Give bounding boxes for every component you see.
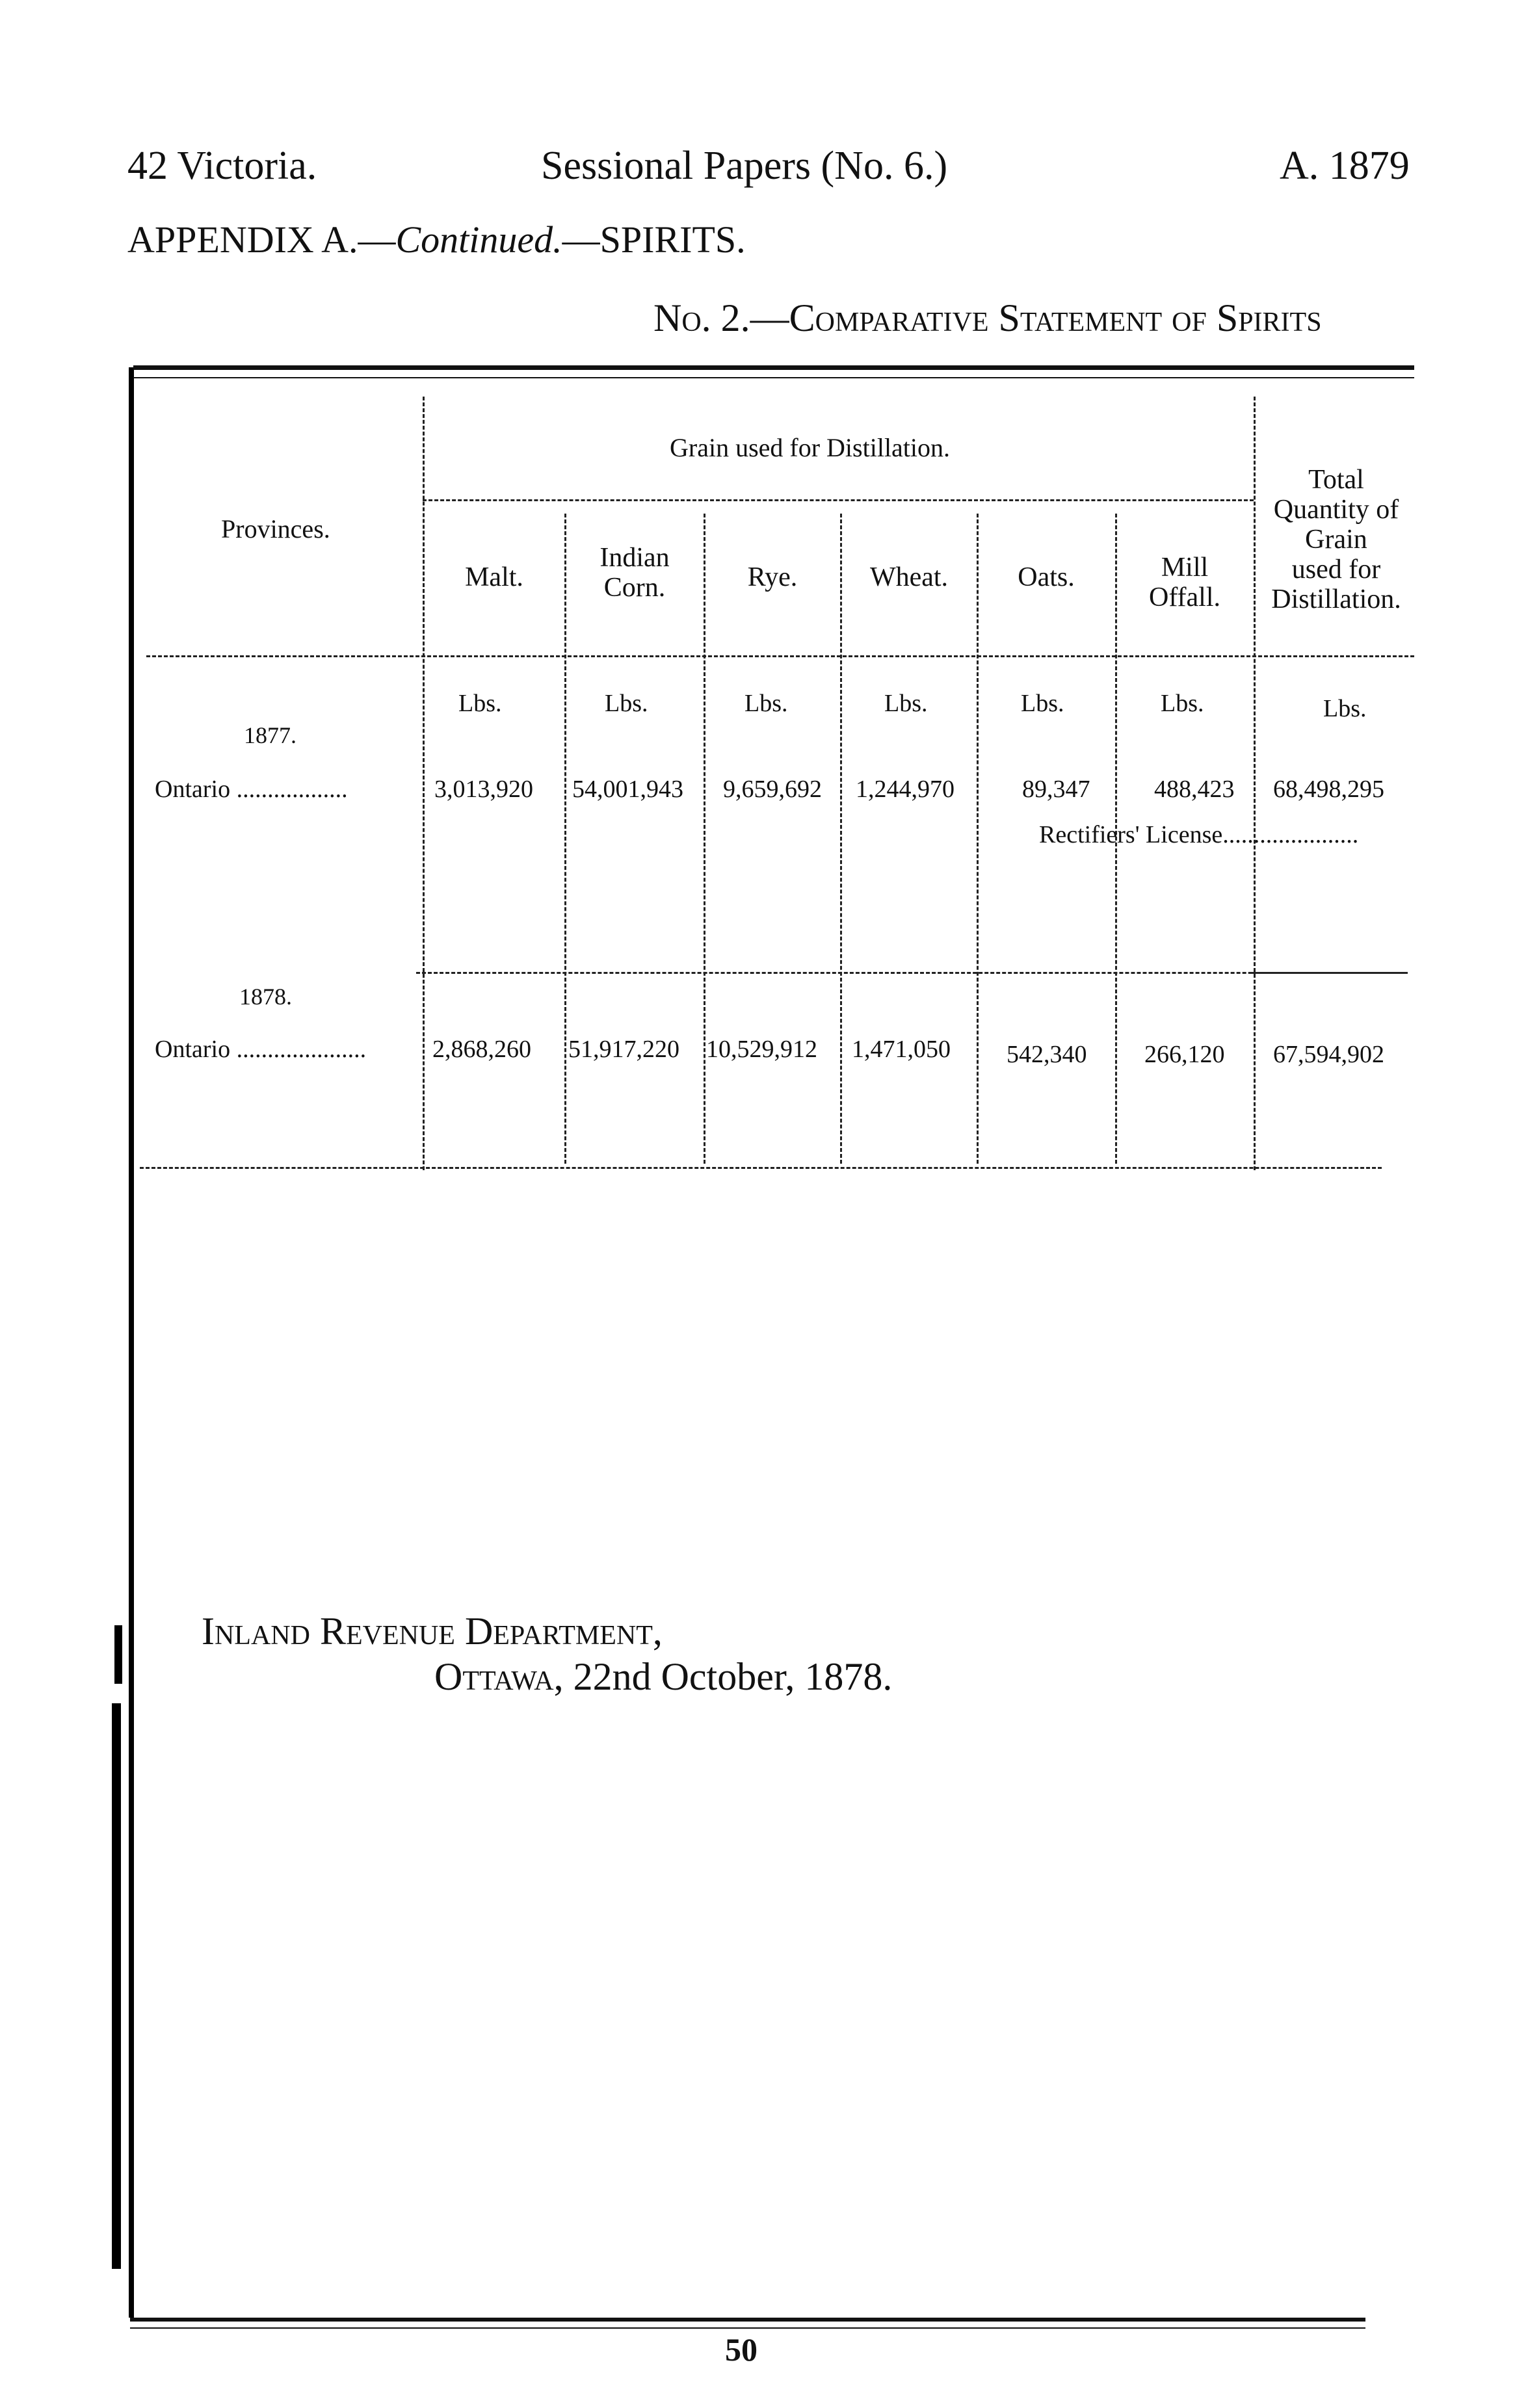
grain-group-underline <box>423 499 1254 501</box>
col-divider-malt <box>564 514 566 1164</box>
col-divider-rye <box>840 514 842 1164</box>
value-indian-corn: 54,001,943 <box>572 776 683 803</box>
value-rye: 9,659,692 <box>723 776 822 803</box>
statement-title: No. 2.—Comparative Statement of Spirits <box>653 296 1322 339</box>
unit-label: Lbs. <box>605 690 648 717</box>
column-header-line: Wheat. <box>869 562 949 592</box>
place: Ottawa, <box>434 1655 564 1698</box>
margin-mark-2 <box>112 1703 121 2269</box>
dot-leaders: .................. <box>236 776 348 803</box>
unit-label: Lbs. <box>884 690 928 717</box>
unit-label: Lbs. <box>1021 690 1064 717</box>
total-header-line: Grain <box>1305 525 1367 555</box>
rectifiers-license-note: Rectifiers' License...................... <box>1039 821 1359 848</box>
unit-label: Lbs. <box>1161 690 1204 717</box>
unit-label: Lbs. <box>458 690 502 717</box>
running-header-center: Sessional Papers (No. 6.) <box>541 144 948 188</box>
column-header-oats <box>979 562 1113 592</box>
total-header <box>1258 465 1414 614</box>
column-header-line: Rye. <box>747 562 798 592</box>
provinces-header: Provinces. <box>221 514 330 543</box>
column-header-wheat <box>843 562 975 592</box>
table-top-rule-thin <box>133 377 1414 378</box>
col-divider-provinces <box>423 397 425 1170</box>
value-malt: 2,868,260 <box>432 1036 531 1063</box>
row-province <box>155 1035 366 1064</box>
column-header-line: Mill <box>1161 553 1209 582</box>
row-year: 1878. <box>239 984 292 1010</box>
page-bottom-rule <box>130 2318 1365 2322</box>
margin-mark-1 <box>114 1625 122 1684</box>
column-header-malt <box>426 562 562 592</box>
total-header-line: Quantity of <box>1273 495 1399 525</box>
column-header-line: Malt. <box>465 562 523 592</box>
date: 22nd October, 1878. <box>563 1655 893 1698</box>
column-header-rye <box>706 562 839 592</box>
unit-label: Lbs. <box>1323 695 1367 722</box>
unit-label: Lbs. <box>744 690 788 717</box>
table-bottom-rule <box>140 1167 1382 1169</box>
appendix-suffix: —SPIRITS. <box>562 218 746 261</box>
page-bottom-rule-thin <box>130 2327 1365 2329</box>
header-bottom-rule <box>146 655 1414 657</box>
row-separator-rule-total <box>1252 972 1408 974</box>
appendix-heading <box>127 218 746 261</box>
column-header-line: Offall. <box>1148 582 1221 612</box>
column-header-indian-corn <box>567 543 702 603</box>
value-wheat: 1,244,970 <box>856 776 955 803</box>
column-header-line: Corn. <box>603 573 666 603</box>
total-header-line: Total <box>1308 465 1364 495</box>
value-mill-offall: 488,423 <box>1154 776 1235 803</box>
row-province <box>155 775 348 804</box>
col-divider-corn <box>704 514 705 1164</box>
value-indian-corn: 51,917,220 <box>568 1036 679 1063</box>
department-line: Inland Revenue Department, <box>202 1610 663 1653</box>
value-rye: 10,529,912 <box>706 1036 817 1063</box>
value-wheat: 1,471,050 <box>852 1036 951 1063</box>
column-header-line: Oats. <box>1018 562 1075 592</box>
total-header-line: Distillation. <box>1271 584 1401 614</box>
place-date-line <box>434 1655 892 1699</box>
table-top-rule <box>133 365 1414 370</box>
value-total: 67,594,902 <box>1273 1041 1384 1068</box>
value-mill-offall: 266,120 <box>1144 1041 1225 1068</box>
appendix-continued: Continued. <box>395 218 562 261</box>
province-name: Ontario <box>155 776 231 803</box>
left-margin-rule <box>129 367 134 2318</box>
col-divider-offall <box>1254 397 1256 1170</box>
value-total: 68,498,295 <box>1273 776 1384 803</box>
province-name: Ontario <box>155 1036 231 1063</box>
dot-leaders: ..................... <box>236 1036 367 1063</box>
running-header-right: A. 1879 <box>1280 144 1410 188</box>
column-header-line: Indian <box>599 543 670 573</box>
appendix-prefix: APPENDIX A.— <box>127 218 396 261</box>
row-year: 1877. <box>244 722 296 748</box>
column-header-mill-offall <box>1118 553 1252 612</box>
value-oats: 89,347 <box>1022 776 1090 803</box>
value-malt: 3,013,920 <box>434 776 533 803</box>
grain-group-header: Grain used for Distillation. <box>670 433 951 462</box>
page-number: 50 <box>725 2331 758 2368</box>
total-header-line: used for <box>1291 555 1381 584</box>
running-header-left: 42 Victoria. <box>127 144 317 188</box>
col-divider-wheat <box>977 514 979 1164</box>
value-oats: 542,340 <box>1007 1041 1087 1068</box>
